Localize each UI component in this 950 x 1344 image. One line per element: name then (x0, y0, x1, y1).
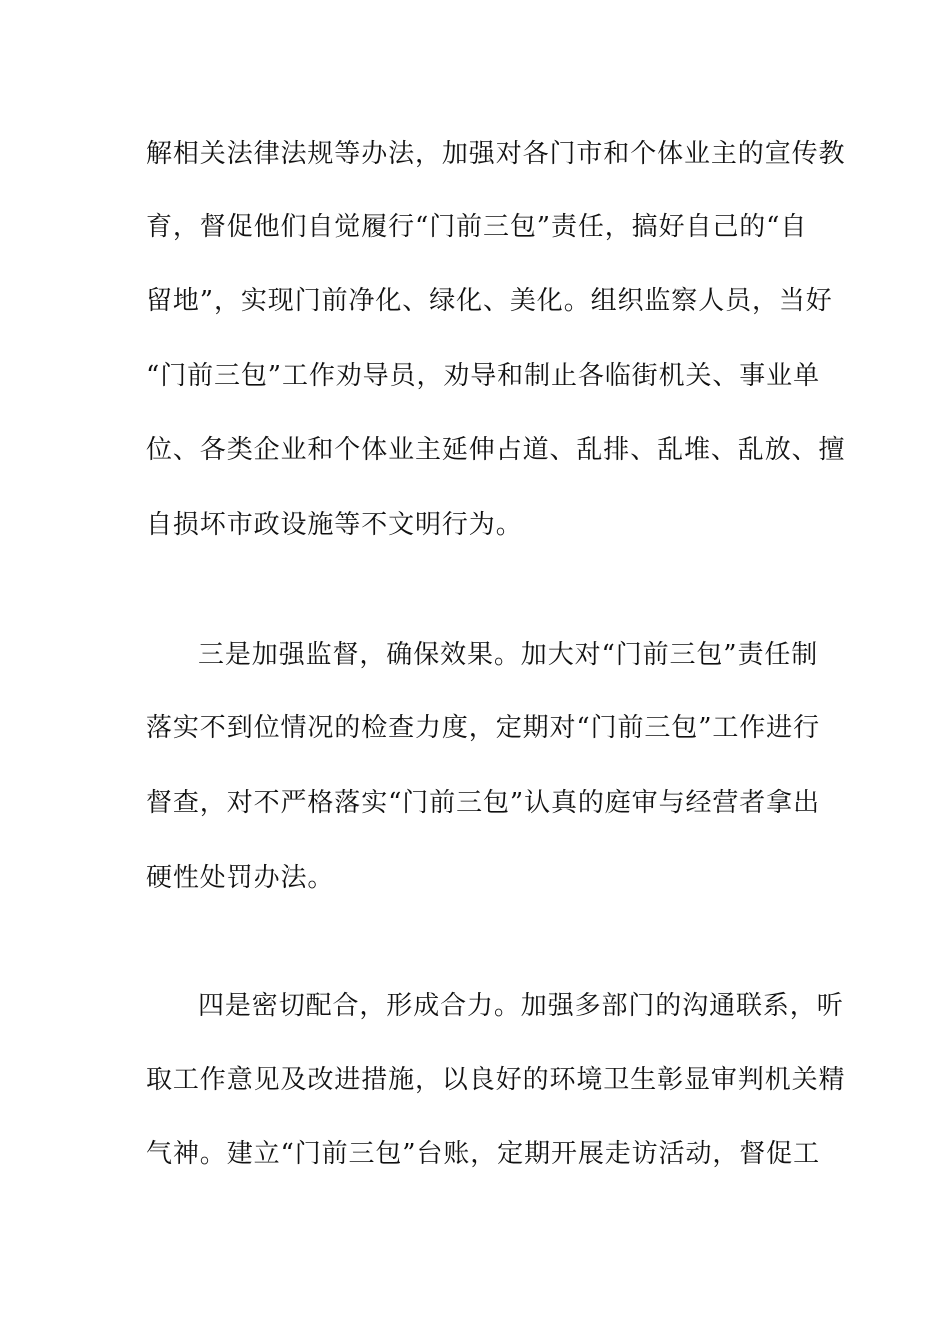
text-line: 气神。建立“门前三包”台账，定期开展走访活动，督促工 (146, 1139, 820, 1169)
text-line: 硬性处罚办法。 (146, 863, 335, 893)
text-line: 落实不到位情况的检查力度，定期对“门前三包”工作进行 (146, 713, 820, 743)
text-line: 四是密切配合，形成合力。加强多部门的沟通联系，听 (198, 991, 844, 1021)
text-line: 解相关法律法规等办法，加强对各门市和个体业主的宣传教 (146, 139, 846, 169)
text-line: 位、各类企业和个体业主延伸占道、乱排、乱堆、乱放、擅 (146, 435, 846, 465)
text-line: 三是加强监督，确保效果。加大对“门前三包”责任制 (198, 640, 819, 670)
text-line: 留地”，实现门前净化、绿化、美化。组织监察人员，当好 (146, 286, 833, 316)
text-line: “门前三包”工作劝导员，劝导和制止各临街机关、事业单 (146, 361, 820, 391)
text-line: 取工作意见及改进措施，以良好的环境卫生彰显审判机关精 (146, 1065, 846, 1095)
text-line: 自损坏市政设施等不文明行为。 (146, 510, 523, 540)
text-line: 育，督促他们自觉履行“门前三包”责任，搞好自己的“自 (146, 212, 808, 242)
text-line: 督查，对不严格落实“门前三包”认真的庭审与经营者拿出 (146, 788, 820, 818)
